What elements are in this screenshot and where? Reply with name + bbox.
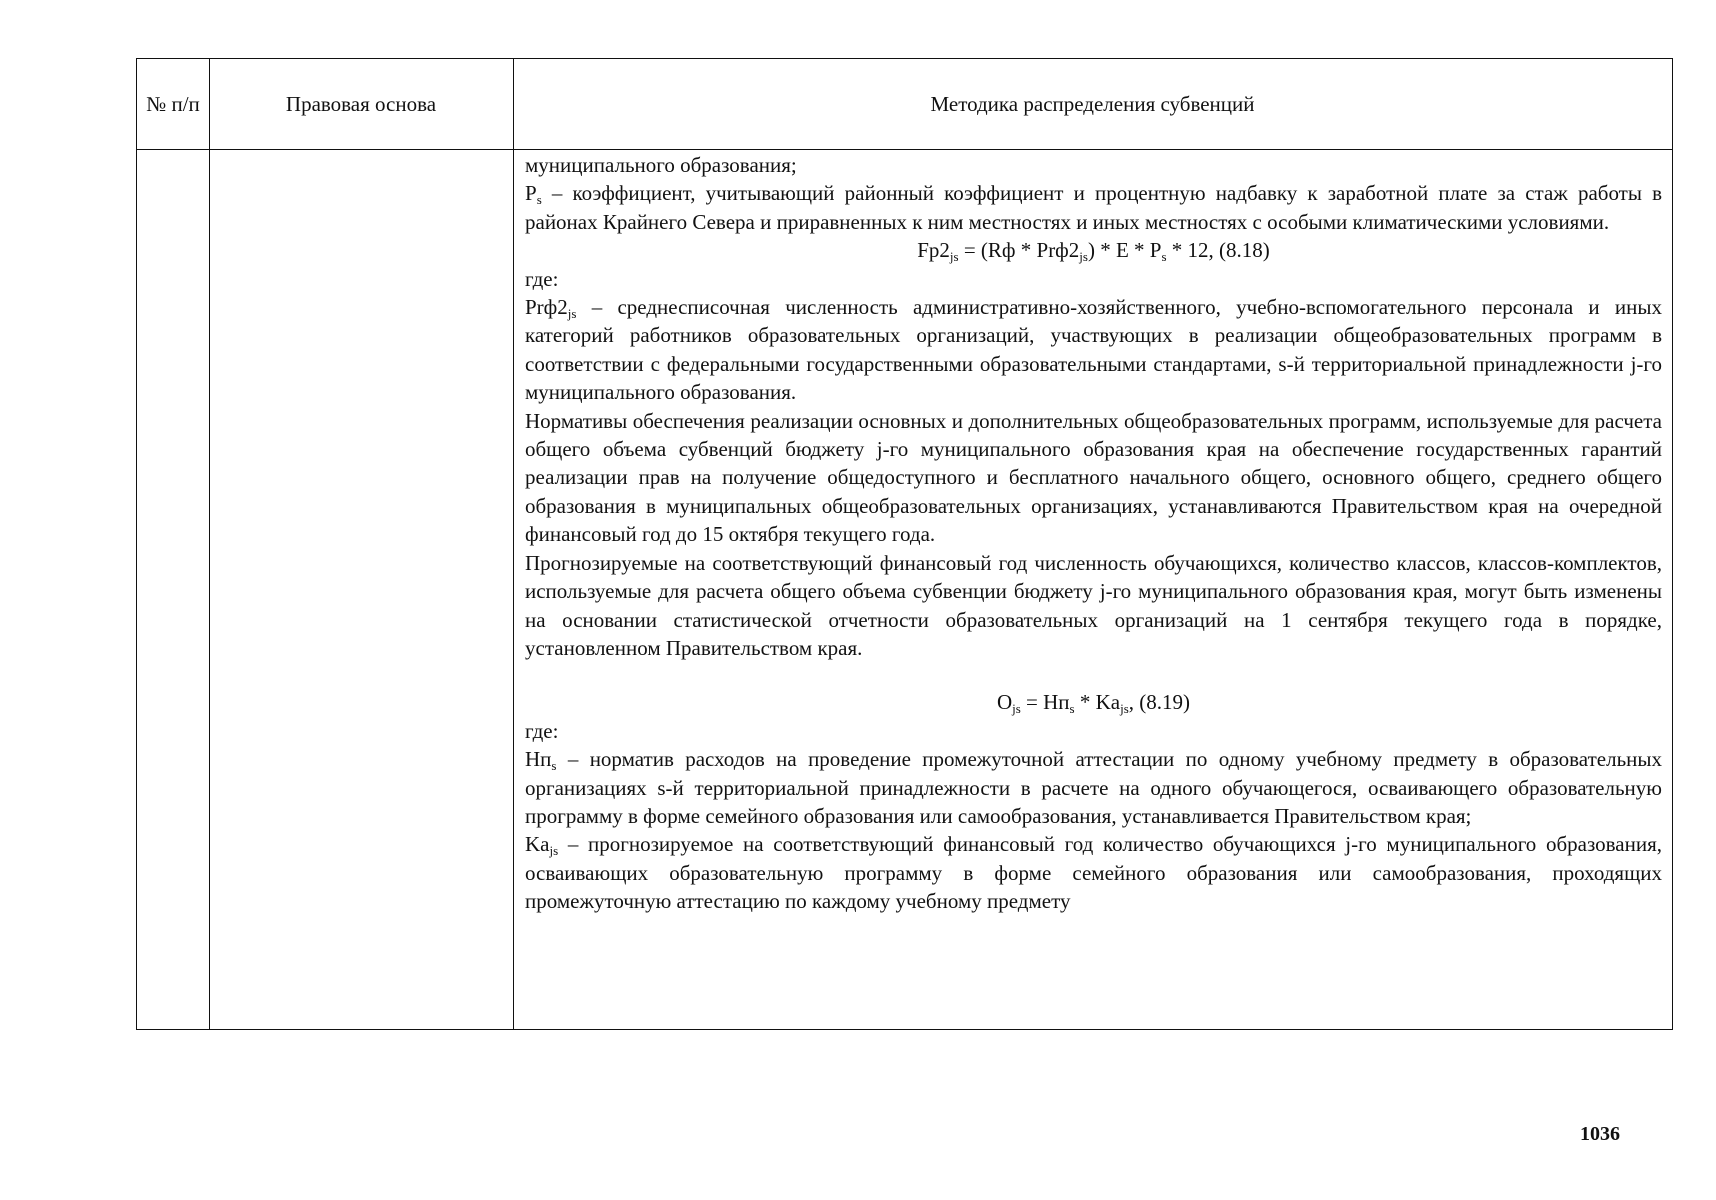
paragraph: муниципального образования; xyxy=(525,153,797,177)
table-header-row xyxy=(137,59,1672,150)
paragraph-prf2-definition: $Prф2_{js}$ – среднесписочная численность административно-хозяйственного, учебно-вспомогательного персонала и иных категорий работников образовательных организаций, участвующих в реализации общеобразовательных программ в соответствии с федеральными государственными образовательными стандартами, s-й территориальной принадлежности j-го муниципального образования. xyxy=(525,295,1662,405)
header-legal-basis: Правовая основа xyxy=(285,92,437,116)
paragraph-hp-definition: $Hп_s$ – норматив расходов на проведение промежуточной аттестации по одному учебному предмету в образовательных организациях s-й территориальной принадлежности в расчете на одного обучающегося, осваивающего образовательную программу в форме семейного образования или самообразования, устанавливается Правительством края; xyxy=(525,747,1662,828)
formula-8-18: $Fp2_{js} = (Rф * Prф2_{js}) * E * P_s * 12$, (8.18) xyxy=(917,238,1270,265)
where-label: где: xyxy=(525,718,559,743)
paragraph-normatives: Нормативы обеспечения реализации основных и дополнительных общеобразовательных программ, используемые для расчета общего объема субвенций бюджету j-го муниципального образования края на обеспечение государственных гарантий реализации прав на получение общедоступного и бесплатного начального общего, основного общего, среднего общего образования в муниципальных общеобразовательных организациях, устанавливаются Правительством края на очередной финансовый год до 15 октября текущего года. xyxy=(525,408,1662,547)
column-divider xyxy=(209,59,210,1029)
formula-8-19: $O_{js} = Hп_s * Ka_{js}$, (8.19) xyxy=(996,690,1191,717)
where-label: где: xyxy=(525,266,559,291)
header-number: № п/п xyxy=(146,92,200,116)
page-number: 1036 xyxy=(1580,1123,1620,1145)
paragraph-forecast: Прогнозируемые на соответствующий финансовый год численность обучающихся, количество классов, классов-комплектов, используемые для расчета общего объема субвенции бюджету j-го муниципального образования края, могут быть изменены на основании статистической отчетности образовательных организаций на 1 сентября текущего года в порядке, установленном Правительством края. xyxy=(525,550,1662,660)
paragraph-ps-definition: $P_s$ – коэффициент, учитывающий районный коэффициент и процентную надбавку к заработной плате за стаж работы в районах Крайнего Севера и приравненных к ним местностях и иных местностях с особыми климатическими условиями. xyxy=(525,181,1662,234)
methodology-cell xyxy=(525,151,1662,1029)
column-divider xyxy=(513,59,514,1029)
header-methodology: Методика распределения субвенций xyxy=(930,92,1255,116)
paragraph-ka-definition: $Ka_{js}$ – прогнозируемое на соответствующий финансовый год количество обучающихся j-го муниципального образования, осваивающих образовательную программу в форме семейного образования или самообразования, проходящих промежуточную аттестацию по каждому учебному предмету xyxy=(525,832,1662,914)
document-table xyxy=(136,58,1673,1030)
